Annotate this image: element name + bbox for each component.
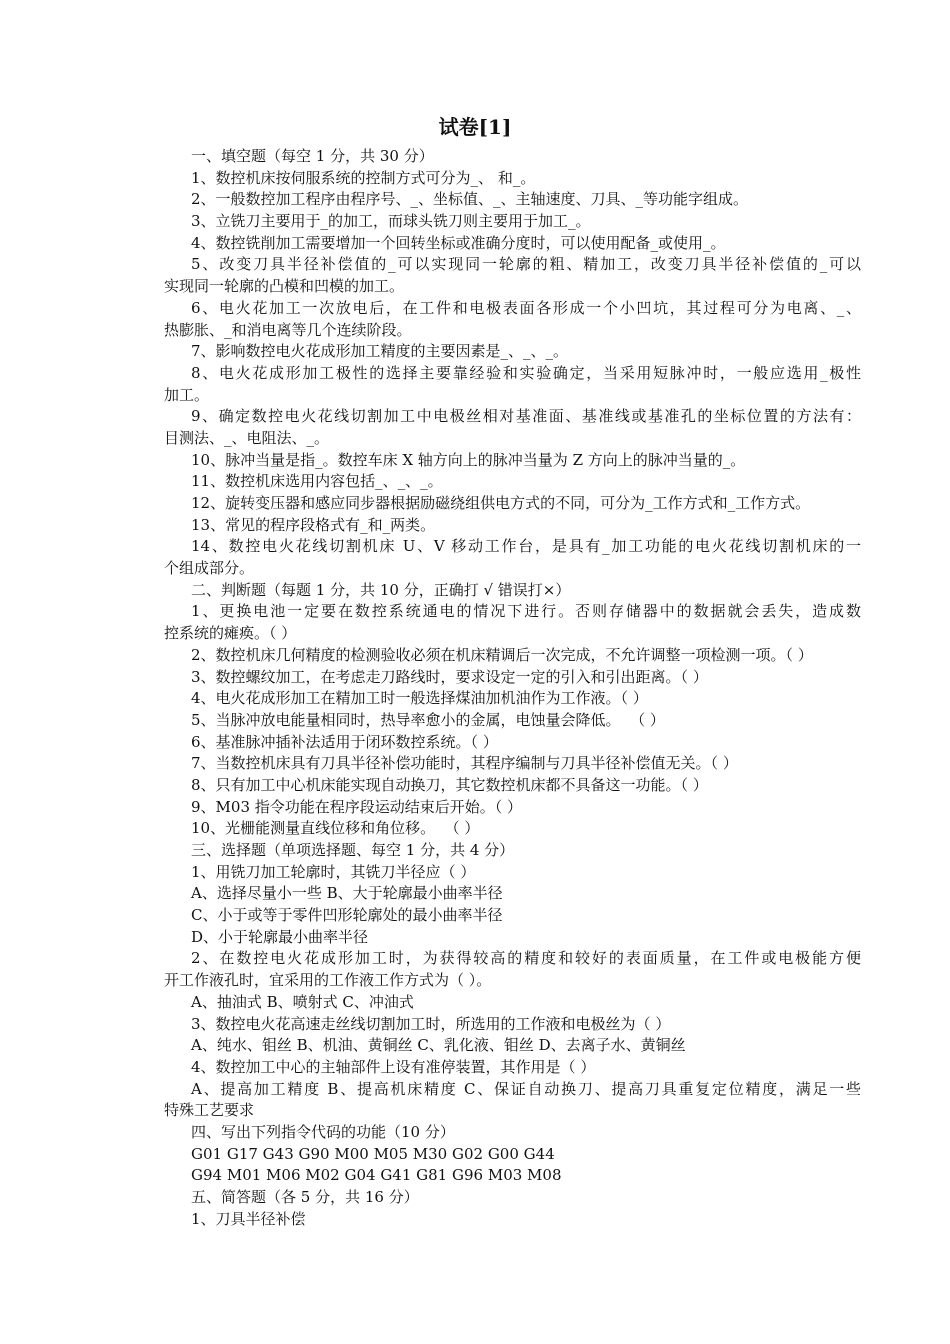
- text-line: 热膨胀、_和消电离等几个连续阶段。: [164, 320, 412, 339]
- text-line: 6、电火花加工一次放电后，在工件和电极表面各形成一个小凹坑，其过程可分为电离、_、: [191, 298, 861, 317]
- text-line: 2、一般数控加工程序由程序号、_、坐标值、_、主轴速度、刀具、_等功能字组成。: [191, 190, 749, 209]
- text-line: G01 G17 G43 G90 M00 M05 M30 G02 G00 G44: [191, 1144, 555, 1163]
- text-line: G94 M01 M06 M02 G04 G41 G81 G96 M03 M08: [191, 1166, 562, 1185]
- text-line: 5、改变刀具半径补偿值的_可以实现同一轮廓的粗、精加工，改变刀具半径补偿值的_可以: [191, 255, 861, 274]
- text-line: 7、当数控机床具有刀具半径补偿功能时，其程序编制与刀具半径补偿值无关。（ ）: [191, 754, 738, 773]
- text-line: 10、脉冲当量是指_。数控车床 X 轴方向上的脉冲当量为 Z 方向上的脉冲当量的_。: [191, 450, 746, 469]
- text-line: C、小于或等于零件凹形轮廓处的最小曲率半径: [191, 906, 503, 925]
- text-line: 开工作液孔时，宜采用的工作液工作方式为（ ）。: [164, 971, 492, 990]
- text-line: 5、当脉冲放电能量相同时，热导率愈小的金属，电蚀量会降低。 （ ）: [191, 710, 665, 729]
- text-line: A、提高加工精度 B、提高机床精度 C、保证自动换刀、提高刀具重复定位精度，满足一些: [191, 1079, 861, 1098]
- text-line: 五、简答题（各 5 分，共 16 分）: [191, 1188, 419, 1206]
- text-line: 10、光栅能测量直线位移和角位移。 （ ）: [191, 819, 480, 838]
- text-line: 目测法、_、电阻法、_。: [164, 428, 330, 447]
- text-line: 4、电火花成形加工在精加工时一般选择煤油加机油作为工作液。（ ）: [191, 689, 648, 708]
- text-line: 9、M03 指令功能在程序段运动结束后开始。（ ）: [191, 797, 523, 816]
- text-line: 3、数控电火花高速走丝线切割加工时，所选用的工作液和电极丝为（ ）: [191, 1014, 671, 1033]
- text-line: 二、判断题（每题 1 分，共 10 分，正确打 √ 错误打×）: [191, 580, 571, 599]
- text-line: A、抽油式 B、喷射式 C、冲油式: [191, 992, 414, 1011]
- text-line: 1、用铣刀加工轮廓时，其铣刀半径应（ ）: [191, 862, 476, 881]
- text-line: 8、只有加工中心机床能实现自动换刀，其它数控机床都不具备这一功能。（ ）: [191, 775, 708, 794]
- exam-body: [164, 146, 861, 1230]
- text-line: 14、数控电火花线切割机床 U、V 移动工作台，是具有_加工功能的电火花线切割机床的一: [191, 537, 861, 556]
- text-line: 3、数控螺纹加工，在考虑走刀路线时，要求设定一定的引入和引出距离。（ ）: [191, 667, 708, 686]
- text-line: 3、立铣刀主要用于_的加工，而球头铣刀则主要用于加工_。: [191, 212, 591, 231]
- text-line: 实现同一轮廓的凸模和凹模的加工。: [164, 277, 405, 296]
- text-line: 12、旋转变压器和感应同步器根据励磁绕组供电方式的不同，可分为_工作方式和_工作方式。: [191, 494, 811, 512]
- text-line: D、小于轮廓最小曲率半径: [191, 927, 369, 946]
- text-line: 加工。: [164, 385, 210, 404]
- text-line: 8、电火花成形加工极性的选择主要靠经验和实验确定，当采用短脉冲时，一般应选用_极性: [191, 363, 861, 382]
- text-line: 1、更换电池一定要在数控系统通电的情况下进行。否则存储器中的数据就会丢失，造成数: [191, 602, 861, 621]
- text-line: 9、确定数控电火花线切割加工中电极丝相对基准面、基准线或基准孔的坐标位置的方法有：: [191, 407, 861, 426]
- text-line: 2、数控机床几何精度的检测验收必须在机床精调后一次完成，不允许调整一项检测一项。（ ）: [191, 645, 813, 664]
- text-line: 7、影响数控电火花成形加工精度的主要因素是_、_、_。: [191, 342, 569, 361]
- text-line: 一、填空题（每空 1 分，共 30 分）: [191, 147, 434, 165]
- text-line: 2、在数控电火花成形加工时，为获得较高的精度和较好的表面质量，在工件或电极能方便: [191, 949, 861, 968]
- text-line: 控系统的瘫痪。（ ）: [164, 624, 297, 643]
- text-line: A、纯水、钼丝 B、机油、黄铜丝 C、乳化液、钼丝 D、去离子水、黄铜丝: [191, 1036, 686, 1055]
- text-line: 13、常见的程序段格式有_和_两类。: [191, 515, 436, 534]
- text-line: 三、选择题（单项选择题、每空 1 分，共 4 分）: [191, 841, 515, 859]
- exam-title: 试卷[1]: [438, 115, 512, 139]
- text-line: 四、写出下列指令代码的功能（10 分）: [191, 1122, 455, 1141]
- text-line: 特殊工艺要求: [164, 1101, 255, 1120]
- text-line: 4、数控加工中心的主轴部件上设有准停装置，其作用是（ ）: [191, 1057, 596, 1076]
- text-line: 11、数控机床选用内容包括_、_、_。: [191, 472, 443, 491]
- text-line: 1、数控机床按伺服系统的控制方式可分为_、 和_。: [191, 168, 536, 187]
- text-line: 1、刀具半径补偿: [191, 1209, 306, 1228]
- text-line: 6、基准脉冲插补法适用于闭环数控系统。（ ）: [191, 732, 498, 751]
- text-line: A、选择尽量小一些 B、大于轮廓最小曲率半径: [191, 884, 503, 903]
- text-line: 个组成部分。: [164, 559, 255, 578]
- text-line: 4、数控铣削加工需要增加一个回转坐标或准确分度时，可以使用配备_或使用_。: [191, 233, 726, 252]
